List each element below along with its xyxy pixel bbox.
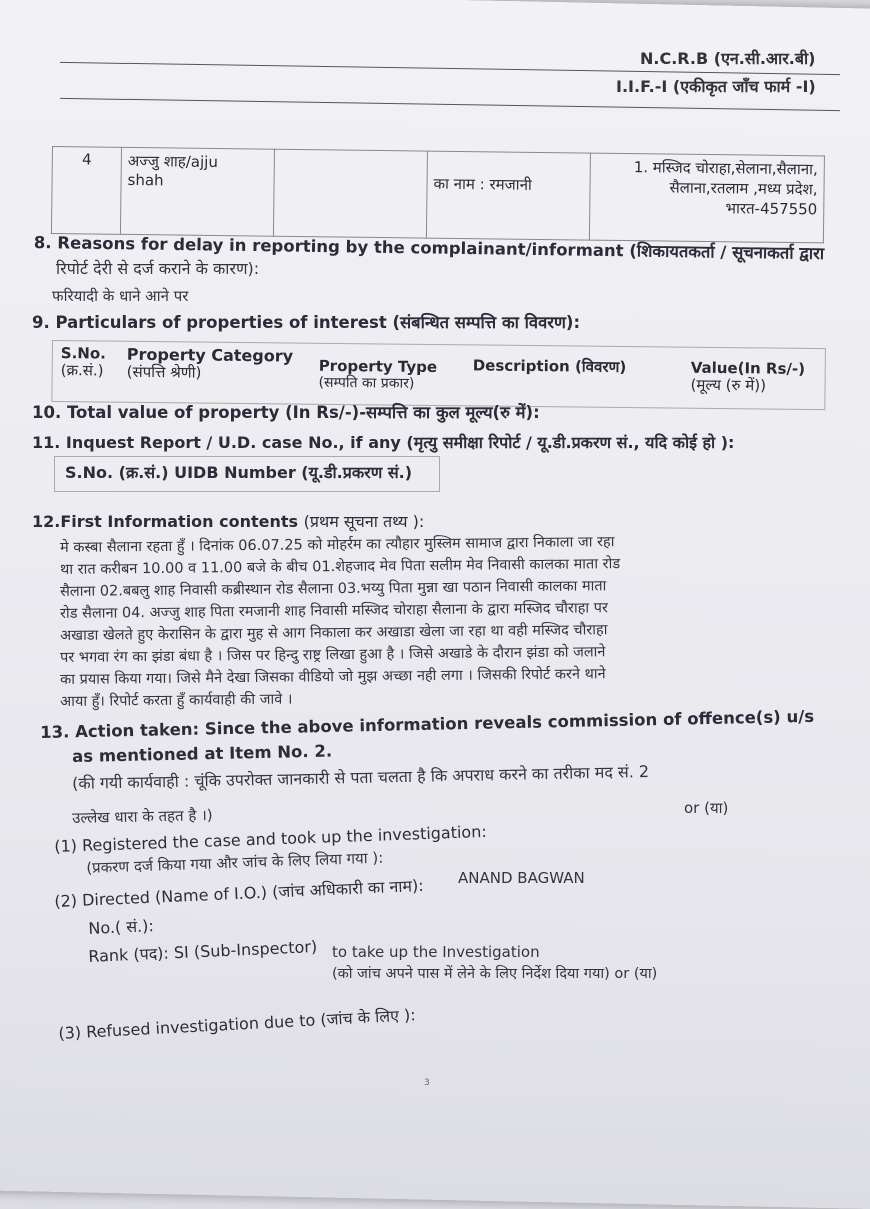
item13-heading-2: as mentioned at Item No. 2. (71, 741, 333, 766)
fir-line: का प्रयास किया गया। जिसे मैने देखा जिसका वीडियो जो मुझ अच्छा नही लगा । जिसकी रिपोर्ट करने थाने (60, 666, 606, 688)
accused-name-line2: shah (127, 170, 164, 190)
item13-option-2: (2) Directed (Name of I.O.) (जांच अधिकारी का नाम): (53, 875, 425, 911)
item10-heading: 10. Total value of property (In Rs/-)-सम्पत्ति का कुल मूल्य(रु में): (32, 403, 540, 422)
address-line3: भारत-457550 (725, 199, 818, 219)
item12-heading (32, 513, 424, 531)
fir-line: पर भगवा रंग का झंडा बंधा है । जिस पर हिन्दु राष्ट्र लिखा हुआ है । जिसे अखाडे के दौरान झंडा को जलाने (60, 644, 606, 666)
rank-label: Rank (पद): (87, 943, 170, 966)
item13-option-1-hi: (प्रकरण दर्ज किया गया और जांच के लिए लिया गया ): (85, 848, 384, 877)
io-number-label: No.( सं.): (87, 916, 155, 938)
ncrb-header: N.C.R.B (एन.सी.आर.बी) (640, 49, 816, 68)
fir-line: आया हुँ। रिपोर्ट करता हुँ कार्यवाही की जावे । (60, 691, 293, 710)
accused-father: का नाम : रमजानी (426, 151, 590, 240)
fir-line: सैलाना 02.बबलु शाह निवासी कब्रीस्थान रोड सैलाना 03.भय्यु पिता मुन्ना खा पठान निवासी कालका माता (60, 578, 607, 600)
address-line1: 1. मस्जिद चोराहा,सेलाना,सैलाना, (633, 158, 818, 179)
fir-line: था रात करीबन 10.00 व 11.00 बजे के बीच 01.शेहजाद मेव पिता सलीम मेव निवासी कालका माता रोड (60, 556, 621, 578)
item12-heading-en: 12.First Information contents (32, 512, 299, 531)
item8-heading: 8. Reasons for delay in reporting by the complainant/informant (शिकायतकर्ता / सूचनाकर्ता द्वारा (33, 233, 825, 264)
address-line2: सैलाना,रतलाम ,मध्य प्रदेश, (669, 178, 818, 199)
take-up-investigation: to take up the Investigation (332, 943, 540, 961)
col-type-en: Property Type (318, 356, 438, 377)
io-rank (88, 938, 318, 966)
accused-name-line1: अज्जु शाह/ajju (127, 151, 219, 172)
ud-table-header: S.No. (क्र.सं.) UIDB Number (यू.डी.प्रकरण सं.) (65, 463, 413, 482)
fir-line: रोड सैलाना 04. अज्जु शाह पिता रमजानी शाह निवासी मस्जिद चोराहा सैलाना के द्वारा मस्जिद चौराहा पर (60, 600, 608, 622)
page-number: 3 (424, 1078, 430, 1088)
property-table (51, 340, 826, 410)
col-value-hi: (मूल्य (रु में)) (690, 375, 767, 395)
col-sno (61, 345, 106, 380)
col-category (127, 346, 294, 383)
item13-heading: 13. Action taken: Since the above information reveals commission of offence(s) u/s (39, 706, 815, 742)
col-description-en: Description (विवरण) (472, 356, 627, 377)
accused-table (51, 146, 825, 243)
col-category-hi: (संपत्ति श्रेणी) (126, 363, 202, 382)
io-name: ANAND BAGWAN (458, 869, 585, 887)
accused-sno: 4 (51, 147, 121, 235)
col-type-hi: (सम्पति का प्रकार) (318, 375, 415, 393)
item8-value: फरियादी के धाने आने पर (52, 287, 189, 305)
item13-option-1: (1) Registered the case and took up the investigation: (53, 821, 488, 856)
col-value (690, 360, 805, 396)
fir-line: अखाडा खेलते हुए केरासिन के द्वारा मुह से आग निकाला कर अखाडा खेला जा रहा था वही मस्जिद चौराहा (60, 622, 608, 644)
item8-heading-2: रिपोर्ट देरी से दर्ज कराने के कारण): (56, 259, 260, 278)
accused-address (589, 153, 824, 243)
col-description (473, 357, 627, 376)
iif-header: I.I.F.-I (एकीकृत जाँच फार्म -I) (616, 77, 816, 96)
col-value-en: Value(In Rs/-) (690, 358, 806, 378)
table-row (51, 147, 824, 243)
fir-line: मे कस्बा सैलाना रहता हुँ । दिनांक 06.07.25 को मोहर्रम का त्यौहार मुस्लिम सामाज द्वारा निकाला जा रहा (60, 534, 615, 556)
col-type (318, 358, 437, 393)
item13-option-3: (3) Refused investigation due to (जांच के लिए ): (57, 1005, 417, 1043)
accused-empty-cell (273, 149, 427, 238)
col-category-en: Property Category (126, 344, 294, 366)
item13-hindi-2: उल्लेख धारा के तहत है ।) (71, 806, 213, 827)
item12-heading-hi: (प्रथम सूचना तथ्य ): (303, 512, 425, 531)
take-up-investigation-hi: (को जांच अपने पास में लेने के लिए निर्देश दिया गया) or (या) (332, 966, 658, 982)
item11-heading: 11. Inquest Report / U.D. case No., if any (मृत्यु समीक्षा रिपोर्ट / यू.डी.प्रकरण सं., यदि कोई हो ): (32, 433, 735, 452)
accused-name (120, 147, 274, 236)
item13-hindi: (की गयी कार्यवाही : चूंकि उपरोक्त जानकारी से पता चलता है कि अपराध करने का तरीका मद सं. 2 (71, 761, 650, 793)
item9-heading: 9. Particulars of properties of interest (संबन्धित सम्पत्ति का विवरण): (32, 313, 581, 332)
ud-table (54, 456, 440, 492)
col-sno-en: S.No. (60, 344, 107, 363)
col-sno-hi: (क्र.सं.) (60, 361, 104, 380)
or-label: or (या) (684, 799, 729, 817)
header-rule-2 (60, 98, 840, 111)
rank-value: SI (Sub-Inspector) (173, 937, 318, 963)
